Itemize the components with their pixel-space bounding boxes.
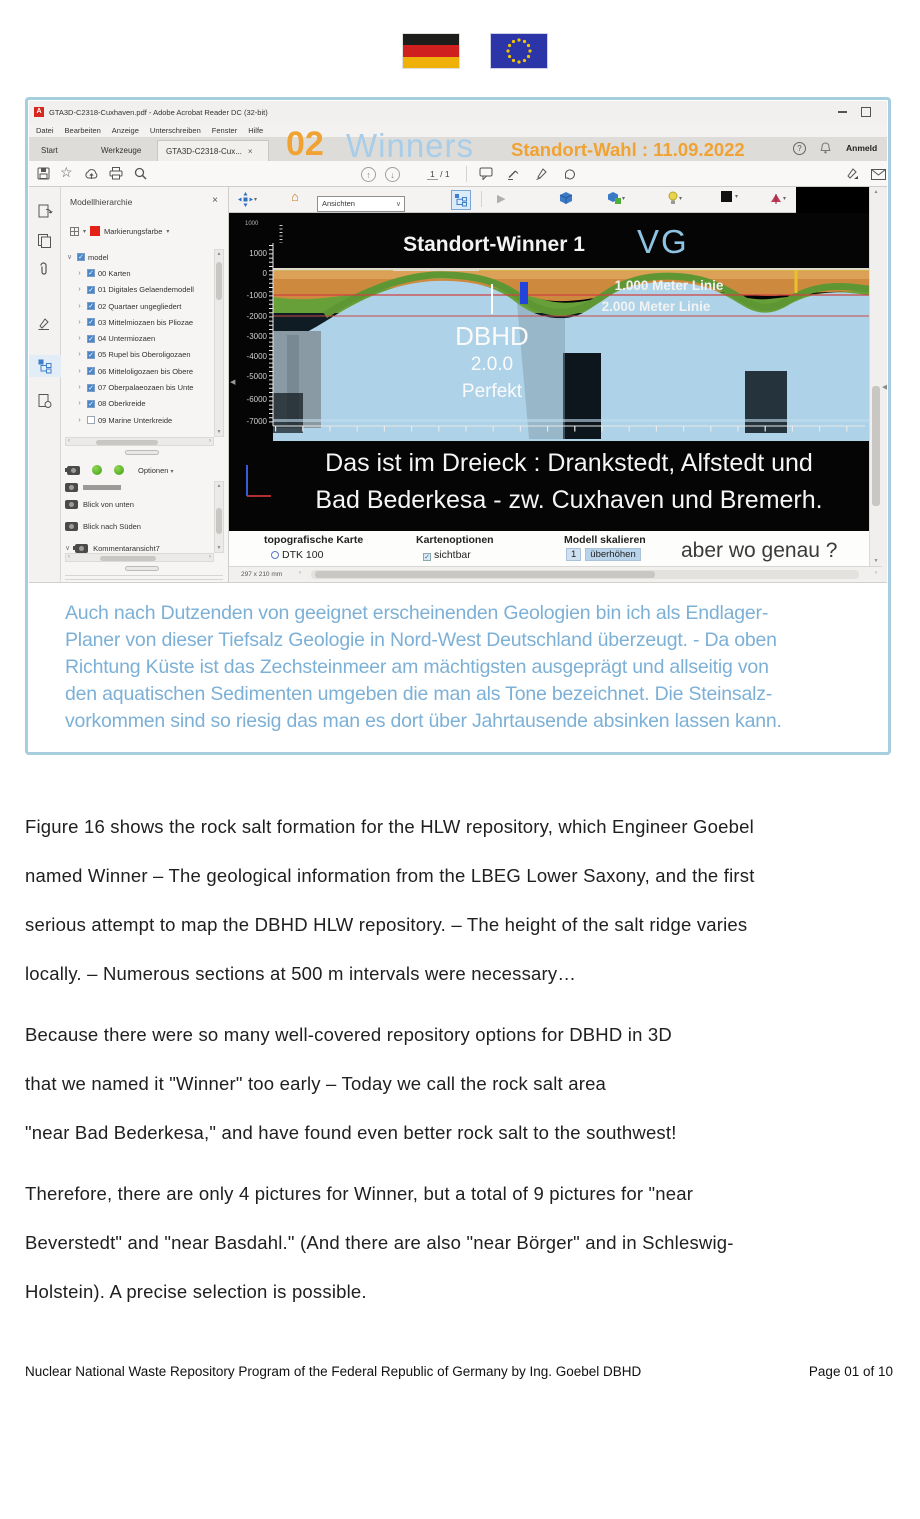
body-line: Figure 16 shows the rock salt formation for the HLW repository, which Engineer Goebel	[25, 816, 754, 837]
notifications-bell-icon[interactable]	[820, 142, 831, 154]
note-line: Auch nach Dutzenden von geeignet erscheinenden Geologien bin ich als Endlager-	[65, 602, 769, 624]
play-animation-icon[interactable]: ▶	[497, 193, 506, 205]
axis-label: 1000	[249, 249, 267, 258]
question-annotation: aber wo genau ?	[681, 539, 838, 562]
print-icon[interactable]	[109, 167, 123, 180]
scroll-up-icon[interactable]: ▲	[216, 251, 222, 257]
toolbar-divider	[466, 166, 467, 182]
menu-datei[interactable]: Datei	[36, 125, 54, 135]
camera-view-icon	[65, 500, 78, 509]
scroll-down-icon[interactable]: ▼	[216, 429, 222, 435]
scale-model-label: Modell skalieren	[564, 534, 646, 546]
line-2000m-label: 2.000 Meter Linie	[601, 299, 711, 314]
body-paragraph-2	[25, 1010, 895, 1157]
tab-document[interactable]: GTA3D-C2318-Cux... ×	[157, 140, 269, 161]
body-line: serious attempt to map the DBHD HLW repository. – The height of the salt ridge varies	[25, 914, 748, 935]
chevron-right-icon[interactable]: ›	[78, 351, 81, 359]
dbhd-label: DBHD	[455, 321, 529, 351]
chevron-right-icon[interactable]: ›	[78, 269, 81, 277]
page-indicator[interactable]	[427, 169, 450, 179]
viewer-vertical-scrollbar[interactable]	[869, 187, 882, 566]
topo-map-label: topografische Karte	[264, 534, 364, 546]
scale-controls[interactable]	[566, 548, 641, 561]
axis-label: -1000	[246, 291, 267, 300]
checkbox-checked-icon[interactable]: ✓	[78, 254, 84, 262]
page-current[interactable]: 1	[427, 169, 438, 180]
tree-row[interactable]: › ✓ 06 Mitteloligozaen bis Obere	[65, 363, 213, 379]
map-options-label: Kartenoptionen	[416, 534, 494, 546]
checkbox-checked-icon[interactable]: ✓	[424, 554, 430, 561]
exaggerate-button[interactable]: überhöhen	[585, 548, 640, 561]
background-color-icon[interactable]	[721, 191, 738, 202]
minimize-icon[interactable]	[838, 111, 847, 113]
tree-vertical-scrollbar[interactable]	[214, 249, 224, 437]
checkbox-checked-icon[interactable]: ✓	[88, 400, 94, 408]
tree-row[interactable]: › ✓ 03 Mittelmiozaen bis Pliozae	[65, 314, 213, 330]
chevron-right-icon[interactable]: ›	[78, 302, 81, 310]
marking-color-row[interactable]	[70, 223, 169, 239]
menu-fenster[interactable]: Fenster	[211, 125, 238, 135]
window-main	[29, 187, 887, 582]
scroll-right-icon[interactable]: ›	[875, 570, 877, 576]
clipped-view-row[interactable]	[65, 481, 213, 493]
scroll-down-icon[interactable]: ▼	[873, 558, 879, 564]
scene-caption-line2: Bad Bederkesa - zw. Cuxhaven und Bremerh.	[315, 486, 823, 514]
checkbox-checked-icon[interactable]: ✓	[88, 335, 94, 343]
menu-unterschreiben[interactable]: Unterschreiben	[149, 125, 201, 135]
body-line: named Winner – The geological information from the LBEG Lower Saxony, and the first	[25, 865, 755, 886]
divider	[65, 575, 223, 576]
tree-options-grid-icon[interactable]	[70, 227, 79, 236]
chevron-right-icon[interactable]: ›	[78, 318, 81, 326]
tree-row[interactable]: › ✓ 00 Karten	[65, 265, 213, 281]
page-properties-icon[interactable]	[37, 393, 52, 408]
axis-label: -2000	[246, 312, 267, 321]
export-pdf-icon[interactable]	[37, 203, 53, 219]
caret-down-icon: ▾	[166, 228, 170, 235]
save-icon[interactable]	[37, 167, 50, 180]
radio-icon[interactable]	[271, 551, 279, 559]
tree-horizontal-scrollbar[interactable]	[65, 437, 214, 446]
model-render-options-icon[interactable]	[607, 191, 625, 205]
toolbar-divider	[481, 191, 482, 207]
visible-checkbox[interactable]: ✓ sichtbar	[424, 549, 471, 561]
chevron-right-icon[interactable]: ›	[78, 335, 81, 343]
views-vertical-scrollbar[interactable]	[214, 481, 224, 553]
search-icon[interactable]	[134, 167, 147, 180]
marking-color-swatch[interactable]	[90, 226, 100, 236]
share-cloud-icon[interactable]	[84, 168, 99, 180]
document-status-bar	[229, 566, 887, 582]
views-list	[65, 481, 213, 553]
views-dropdown[interactable]: Ansichten ∨	[317, 196, 405, 212]
axis-label: -6000	[246, 395, 267, 404]
checkbox-unchecked-icon[interactable]	[87, 416, 95, 424]
scrollbar-thumb[interactable]	[315, 571, 655, 578]
scroll-down-icon[interactable]: ▼	[216, 545, 222, 551]
model-tree	[65, 249, 213, 433]
camera-view-icon[interactable]	[67, 466, 80, 475]
caret-down-icon: ▾	[679, 196, 683, 202]
doc-size-label: 297 x 210 mm	[241, 571, 283, 578]
checkbox-checked-icon[interactable]: ✓	[88, 351, 94, 359]
send-mail-icon[interactable]	[871, 169, 886, 180]
caret-down-icon: ▾	[83, 228, 87, 235]
divider	[65, 579, 223, 580]
germany-flag-icon	[402, 33, 460, 69]
note-line: Richtung Küste ist das Zechsteinmeer am mächtigsten ausgeprägt und allseitig von	[65, 656, 769, 678]
scene-caption-line1: Das ist im Dreieck : Drankstedt, Alfstedt und	[325, 449, 813, 477]
body-line: Therefore, there are only 4 pictures for Winner, but a total of 9 pictures for "near	[25, 1183, 694, 1204]
chevron-right-icon[interactable]: ›	[78, 367, 81, 375]
footer-program-label: Nuclear National Waste Repository Program of the Federal Republic of Germany by Ing. Goebel DBHD	[25, 1364, 642, 1379]
3d-canvas[interactable]	[229, 213, 869, 531]
axis-label: -5000	[246, 372, 267, 381]
panel-close-icon[interactable]: ×	[212, 195, 218, 206]
tree-row[interactable]: › ✓ 02 Quartaer ungegliedert	[65, 298, 213, 314]
body-line: Because there were so many well-covered repository options for DBHD in 3D	[25, 1024, 672, 1045]
scroll-left-icon[interactable]: ‹	[68, 554, 70, 560]
expand-icon[interactable]: ∨	[65, 545, 71, 552]
body-line: locally. – Numerous sections at 500 m intervals were necessary…	[25, 963, 577, 984]
tree-row-model[interactable]: ∨ ✓ model	[66, 252, 109, 262]
acrobat-app-icon: A	[34, 107, 44, 117]
scroll-left-icon[interactable]: ‹	[68, 438, 70, 444]
tab-werkzeuge[interactable]: Werkzeuge	[101, 146, 142, 155]
chevron-down-icon: ∨	[395, 200, 401, 208]
scroll-left-icon[interactable]: ‹	[299, 570, 301, 576]
views-toolbar	[67, 461, 223, 479]
cross-section-icon[interactable]	[769, 191, 786, 205]
render-mode-cube-icon[interactable]	[559, 191, 573, 205]
caret-down-icon: ▾	[170, 468, 174, 475]
axis-label: 0	[262, 269, 267, 278]
caret-down-icon: ▾	[735, 194, 739, 200]
scrollbar-thumb[interactable]	[100, 556, 156, 561]
add-view-icon[interactable]	[92, 465, 102, 475]
scroll-up-icon[interactable]: ▲	[873, 189, 879, 195]
views-options-button[interactable]: Optionen ▾	[138, 465, 174, 475]
3d-toolbar	[229, 187, 796, 213]
page-total: / 1	[440, 169, 450, 179]
note-line: Planer von dieser Tiefsalz Geologie in Nord-West Deutschland überzeugt. - Da oben	[65, 629, 777, 651]
eu-flag-icon	[490, 33, 548, 69]
chevron-right-icon[interactable]: ›	[78, 400, 81, 408]
menu-hilfe[interactable]: Hilfe	[248, 125, 264, 135]
dbhd-version-label: 2.0.0	[470, 354, 514, 375]
axis-top-label: 1000	[245, 221, 259, 227]
signatures-pen-icon[interactable]	[37, 317, 52, 331]
lighting-icon[interactable]	[667, 191, 682, 206]
maximize-icon[interactable]	[861, 107, 871, 117]
figure-note	[65, 600, 865, 735]
checkbox-checked-icon[interactable]: ✓	[88, 270, 94, 278]
tree-row[interactable]: › ✓ 08 Oberkreide	[65, 396, 213, 412]
scale-value-field[interactable]: 1	[566, 548, 581, 561]
window-titlebar[interactable]	[29, 101, 887, 123]
view-row[interactable]: ∨ Kommentaransicht7	[65, 543, 160, 553]
previous-page-icon[interactable]: ↑	[361, 167, 376, 182]
toggle-model-tree-icon[interactable]	[451, 190, 471, 210]
collapse-panel-icon[interactable]: ◀	[230, 379, 236, 386]
attachments-paperclip-icon[interactable]	[37, 261, 50, 276]
scrollbar-thumb[interactable]	[872, 386, 880, 506]
highlight-pen-icon[interactable]	[507, 167, 520, 180]
scroll-right-icon[interactable]: ›	[209, 554, 211, 560]
caret-down-icon: ▾	[622, 195, 626, 202]
sign-in-link[interactable]: Anmeld	[846, 143, 878, 153]
expand-right-panel-icon[interactable]: ◀	[882, 384, 887, 391]
checkbox-checked-icon[interactable]: ✓	[88, 303, 94, 311]
overlay-winners: Winners	[346, 127, 475, 164]
scrollbar-thumb[interactable]	[216, 508, 222, 534]
window-title: GTA3D-C2318-Cuxhaven.pdf - Adobe Acrobat Reader DC (32-bit)	[49, 107, 268, 117]
sign-yourself-icon[interactable]	[845, 167, 859, 180]
page-footer	[25, 1364, 893, 1379]
view-row[interactable]: Blick nach Süden	[65, 515, 213, 537]
overlay-standort-date: Standort-Wahl : 11.09.2022	[511, 139, 745, 160]
scroll-up-icon[interactable]: ▲	[216, 483, 222, 489]
camera-view-icon	[75, 544, 88, 553]
tree-row[interactable]: › ✓ 01 Digitales Gelaendemodell	[65, 282, 213, 298]
expand-icon[interactable]: ∨	[66, 254, 73, 262]
body-line: that we named it "Winner" too early – Today we call the rock salt area	[25, 1073, 607, 1094]
caret-down-icon: ▾	[254, 197, 258, 203]
menu-anzeige[interactable]: Anzeige	[111, 125, 139, 135]
scrollbar-thumb[interactable]	[216, 262, 222, 300]
marking-color-label: Markierungsfarbe	[104, 226, 163, 236]
pages-thumbnails-icon[interactable]	[37, 233, 52, 248]
tree-row[interactable]: › ✓ 04 Untermiozaen	[65, 330, 213, 346]
checkbox-checked-icon[interactable]: ✓	[88, 384, 94, 392]
model-hierarchy-panel	[61, 187, 229, 582]
star-icon[interactable]: ☆	[60, 164, 73, 180]
body-paragraph-3	[25, 1169, 895, 1316]
axis-label: -4000	[246, 352, 267, 361]
body-paragraph-1	[25, 802, 895, 998]
menu-bearbeiten[interactable]: Bearbeiten	[64, 125, 101, 135]
panel-splitter-handle[interactable]	[125, 566, 159, 571]
map-options-strip	[229, 531, 869, 566]
scene-title: Standort-Winner 1	[403, 233, 585, 256]
view-row[interactable]: Blick von unten	[65, 493, 213, 515]
help-icon[interactable]: ?	[793, 142, 806, 155]
rotate-tool-icon[interactable]	[237, 191, 257, 208]
tool-strip	[29, 187, 61, 582]
dbhd-perfekt-label: Perfekt	[461, 381, 523, 402]
line-1000m-label: 1.000 Meter Linie	[614, 278, 724, 293]
caret-down-icon: ▾	[783, 195, 787, 202]
note-line: vorkommen sind so riesig das man es dort über Jahrtausende absinken lassen kann.	[65, 710, 782, 732]
tree-row[interactable]: › 09 Marine Unterkreide	[65, 412, 213, 428]
chevron-right-icon[interactable]: ›	[78, 286, 81, 294]
footer-page-number: Page 01 of 10	[808, 1364, 893, 1379]
checkbox-checked-icon[interactable]: ✓	[88, 319, 94, 327]
acrobat-window	[29, 101, 887, 583]
checkbox-checked-icon[interactable]: ✓	[88, 368, 94, 376]
tree-row[interactable]: › ✓ 07 Oberpalaeozaen bis Unte	[65, 379, 213, 395]
note-line: den aquatischen Sedimenten umgeben die man als Tone bezeichnet. Die Steinsalz-	[65, 683, 773, 705]
panel-splitter-handle[interactable]	[125, 450, 159, 455]
views-horizontal-scrollbar[interactable]	[65, 553, 214, 562]
model-tree-panel-icon[interactable]	[29, 355, 61, 377]
axis-label: -3000	[246, 332, 267, 341]
3d-viewer	[229, 187, 869, 582]
checkbox-checked-icon[interactable]: ✓	[88, 286, 94, 294]
figure-frame	[25, 97, 891, 755]
next-page-icon[interactable]: ↓	[385, 167, 400, 182]
camera-view-icon	[65, 522, 78, 531]
body-line: "near Bad Bederkesa," and have found even better rock salt to the southwest!	[25, 1122, 677, 1143]
body-line: Holstein). A precise selection is possible.	[25, 1281, 367, 1302]
add-view-icon[interactable]	[114, 465, 124, 475]
fill-sign-pen-icon[interactable]	[535, 167, 548, 180]
tree-row[interactable]: › ✓ 05 Rupel bis Oberoligozaen	[65, 347, 213, 363]
camera-view-icon	[65, 483, 78, 492]
overlay-number: 02	[286, 125, 324, 163]
axis-label: -7000	[246, 417, 267, 426]
home-view-icon[interactable]: ⌂	[291, 189, 299, 204]
scene-vg-label: VG	[637, 223, 689, 260]
scroll-right-icon[interactable]: ›	[209, 438, 211, 444]
horizontal-scrollbar[interactable]	[311, 570, 859, 579]
stamp-tool-icon[interactable]	[563, 167, 576, 180]
chevron-right-icon[interactable]: ›	[78, 384, 81, 392]
clipped-label	[83, 485, 121, 490]
panel-title: Modellhierarchie	[70, 197, 133, 207]
tab-start[interactable]: Start	[41, 146, 58, 155]
topo-radio[interactable]: DTK 100	[271, 549, 323, 561]
body-line: Beverstedt" and "near Basdahl." (And there are also "near Börger" and in Schleswig-	[25, 1232, 734, 1253]
comment-icon[interactable]	[479, 167, 493, 180]
tab-close-icon[interactable]: ×	[247, 147, 253, 156]
chevron-right-icon[interactable]: ›	[78, 416, 81, 424]
scrollbar-thumb[interactable]	[96, 440, 158, 445]
